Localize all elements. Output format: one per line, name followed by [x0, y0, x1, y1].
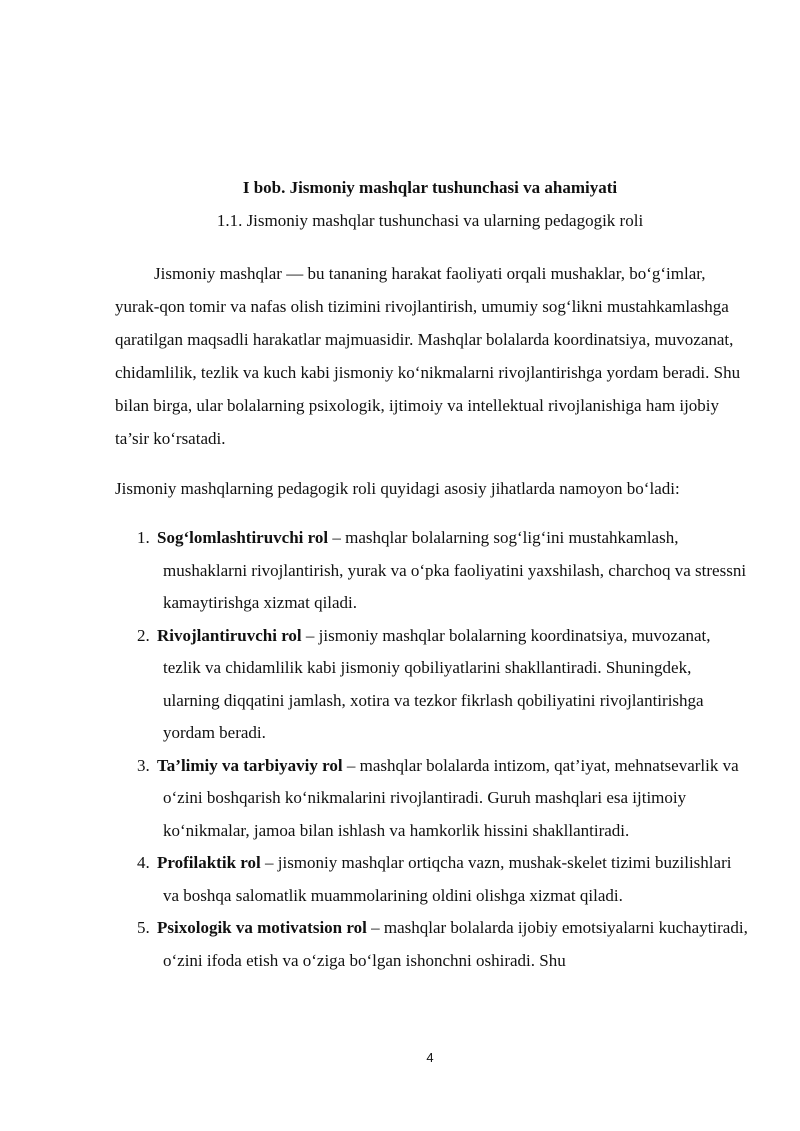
list-item: [137, 847, 749, 912]
list-item-title: Ta’limiy va tarbiyaviy rol: [157, 755, 343, 775]
list-item-number: 3.: [137, 755, 150, 775]
list-item: [137, 620, 749, 750]
list-item-number: 2.: [137, 625, 150, 645]
list-item-number: 4.: [137, 853, 150, 872]
roles-list: [137, 522, 749, 977]
chapter-title: I bob. Jismoniy mashqlar tushunchasi va ahamiyati: [242, 178, 618, 197]
list-item-title: Profilaktik rol: [157, 853, 261, 872]
list-item-number: 1.: [137, 528, 150, 547]
section-title: 1.1. Jismoniy mashqlar tushunchasi va ularning pedagogik roli: [216, 211, 644, 230]
page-number: 4: [426, 1050, 434, 1065]
roles-intro-paragraph: Jismoniy mashqlarning pedagogik roli quyidagi asosiy jihatlarda namoyon bo‘ladi:: [115, 479, 680, 498]
list-item: [137, 912, 749, 977]
list-item-text: – mashqlar bolalarda intizom, qat’iyat, mehnatsevarlik va o‘zini boshqarish ko‘nikmalarini rivojlantiradi. Guruh mashqlari esa ijtimoiy ko‘nikmalar, jamoa bilan ishlash va hamkorlik hissini shakllantiradi.: [163, 755, 739, 840]
list-item: [137, 750, 749, 848]
list-item-text: – mashqlar bolalarda ijobiy emotsiyalarni kuchaytiradi, o‘zini ifoda etish va o‘ziga bo‘lgan ishonchni oshiradi. Shu: [163, 918, 748, 970]
list-item-text: – jismoniy mashqlar ortiqcha vazn, mushak-skelet tizimi buzilishlari va boshqa salomatlik muammolarining oldini olishga xizmat qiladi.: [163, 853, 732, 905]
list-item: [137, 522, 749, 620]
list-item-title: Psixologik va motivatsion rol: [157, 918, 367, 937]
list-item-title: Sog‘lomlashtiruvchi rol: [157, 528, 329, 547]
list-item-text: – jismoniy mashqlar bolalarning koordinatsiya, muvozanat, tezlik va chidamlilik kabi jismoniy qobiliyatlarini shakllantiradi. Shuningdek, ularning diqqatini jamlash, xotira va tezkor fikrlash qobiliyatini rivojlantirishga yordam beradi.: [163, 625, 711, 742]
list-item-title: Rivojlantiruvchi rol: [157, 625, 302, 645]
list-item-number: 5.: [137, 918, 150, 937]
intro-paragraph: Jismoniy mashqlar — bu tananing harakat faoliyati orqali mushaklar, bo‘g‘imlar, yurak-qon tomir va nafas olish tizimini rivojlantirish, umumiy sog‘likni mustahkamlashga qaratilgan maqsadli harakatlar majmuasidir. Mashqlar bolalarda koordinatsiya, muvozanat, chidamlilik, tezlik va kuch kabi jismoniy ko‘nikmalarni rivojlantirishga yordam beradi. Shu bilan birga, ular bolalarning psixologik, ijtimoiy va intellektual rivojlanishiga ham ijobiy ta’sir ko‘rsatadi.: [115, 264, 741, 448]
list-item-text: – mashqlar bolalarning sog‘lig‘ini mustahkamlash, mushaklarni rivojlantirish, yurak va o‘pka faoliyatini yaxshilash, charchoq va stressni kamaytirishga xizmat qiladi.: [163, 528, 747, 612]
